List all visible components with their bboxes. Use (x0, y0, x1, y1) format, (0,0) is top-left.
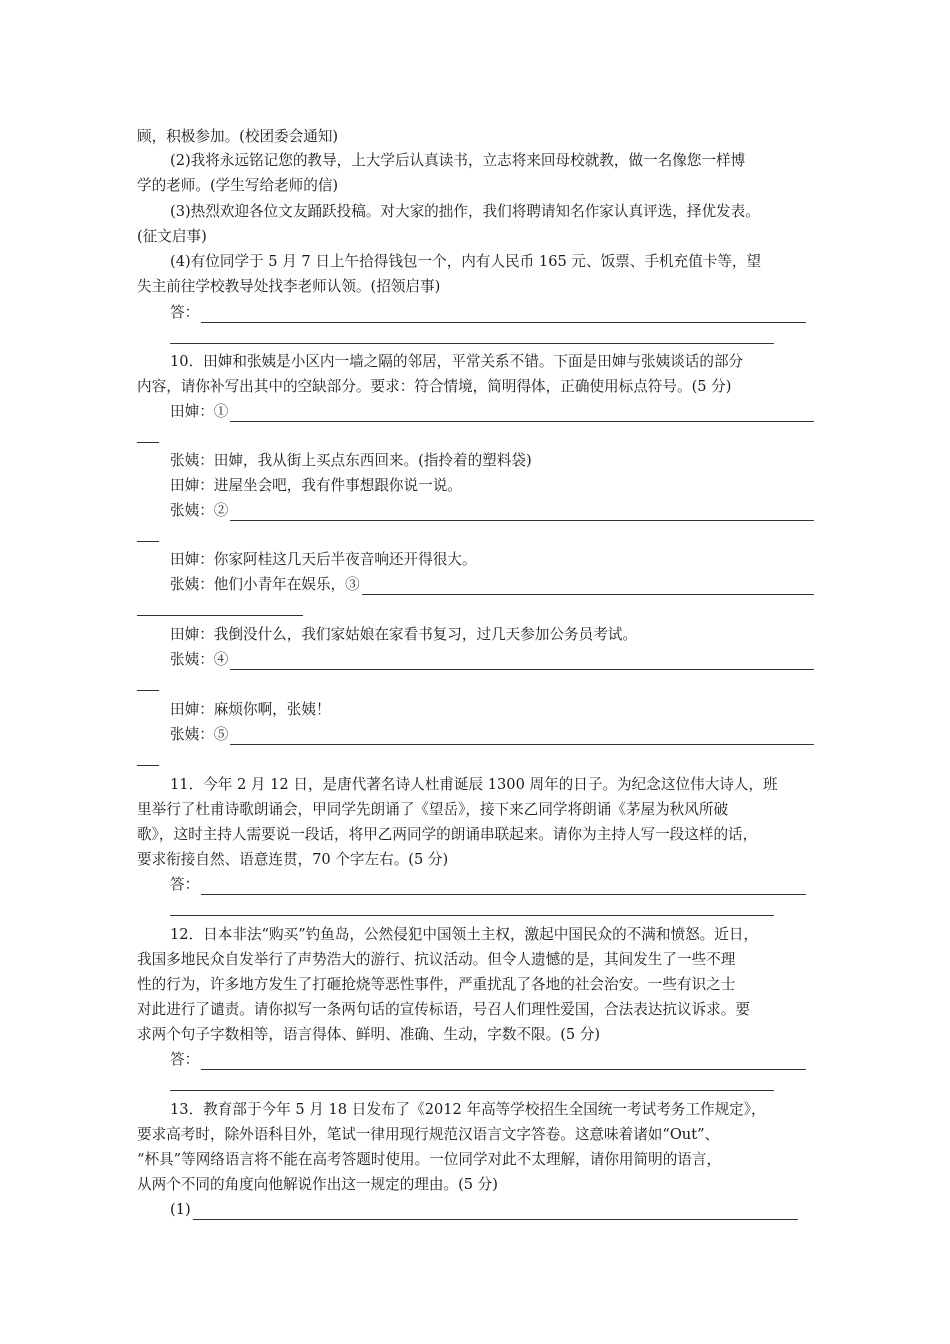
text-line: 顾，积极参加。(校团委会通知) (137, 128, 339, 145)
text-line: 失主前往学校教导处找李老师认领。(招领启事) (137, 278, 441, 295)
dialogue-blank-2[interactable] (170, 501, 814, 521)
dialogue-line: 田婶：① (170, 403, 229, 420)
answer-label: (1) (170, 1201, 191, 1218)
question-12-text: 我国多地民众自发举行了声势浩大的游行、抗议活动。但令人遗憾的是，其间发生了一些不理 (137, 951, 736, 968)
question-11-text: 里举行了杜甫诗歌朗诵会，甲同学先朗诵了《望岳》，接下来乙同学将朗诵《茅屋为秋风所破 (137, 801, 729, 818)
text-line: (2)我将永远铭记您的教导，上大学后认真读书，立志将来回母校就教，做一名像您一样博 (170, 152, 746, 169)
answer-blank[interactable] (362, 580, 814, 595)
answer-blank[interactable] (201, 880, 806, 895)
answer-blank[interactable] (230, 655, 814, 670)
dialogue-blank-3[interactable] (170, 575, 814, 595)
answer-blank[interactable] (170, 343, 774, 344)
answer-blank-continuation (137, 615, 303, 616)
question-10-text: 10．田婶和张姨是小区内一墙之隔的邻居，平常关系不错。下面是田婶与张姨谈话的部分 (170, 353, 744, 370)
dialogue-line: 张姨：他们小青年在娱乐，③ (170, 576, 360, 593)
dialogue-line: 田婶：麻烦你啊，张姨！ (170, 701, 331, 718)
answer-blank-continuation (137, 541, 159, 542)
answer-blank[interactable] (230, 506, 814, 521)
text-line: (3)热烈欢迎各位文友踊跃投稿。对大家的拙作，我们将聘请知名作家认真评选，择优发表。 (170, 203, 760, 220)
answer-blank[interactable] (170, 1090, 774, 1091)
text-line: (征文启事) (137, 228, 207, 245)
question-12-text: 求两个句子字数相等，语言得体、鲜明、准确、生动，字数不限。(5 分) (137, 1026, 601, 1043)
question-13-text: 要求高考时，除外语科目外，笔试一律用现行规范汉语言文字答卷。这意味着诸如“Out”、 (137, 1126, 720, 1143)
dialogue-line: 张姨：② (170, 502, 229, 519)
question-12-text: 12．日本非法“购买”钓鱼岛，公然侵犯中国领土主权，激起中国民众的不满和愤怒。近日， (170, 926, 759, 943)
question-11-text: 歌》，这时主持人需要说一段话，将甲乙两同学的朗诵串联起来。请你为主持人写一段这样的话， (137, 826, 758, 843)
answer-blank[interactable] (193, 1205, 798, 1220)
text-line: (4)有位同学于 5 月 7 日上午拾得钱包一个，内有人民币 165 元、饭票、手机充值卡等，望 (170, 253, 762, 270)
answer-line[interactable] (170, 1200, 798, 1220)
answer-label: 答： (170, 1051, 200, 1068)
answer-blank-continuation (137, 765, 159, 766)
dialogue-line: 田婶：你家阿桂这几天后半夜音响还开得很大。 (170, 551, 477, 568)
answer-blank[interactable] (230, 407, 814, 422)
answer-blank[interactable] (201, 1055, 806, 1070)
dialogue-line: 田婶：我倒没什么，我们家姑娘在家看书复习，过几天参加公务员考试。 (170, 626, 638, 643)
dialogue-blank-1[interactable] (170, 402, 814, 422)
answer-blank-continuation (137, 690, 159, 691)
dialogue-line: 田婶：进屋坐会吧，我有件事想跟你说一说。 (170, 477, 462, 494)
answer-blank[interactable] (230, 730, 814, 745)
dialogue-blank-4[interactable] (170, 650, 814, 670)
question-13-text: 从两个不同的角度向他解说作出这一规定的理由。(5 分) (137, 1176, 498, 1193)
answer-blank-continuation (137, 442, 159, 443)
dialogue-blank-5[interactable] (170, 725, 814, 745)
question-12-text: 性的行为，许多地方发生了打砸抢烧等恶性事件，严重扰乱了各地的社会治安。一些有识之士 (137, 976, 736, 993)
question-13-text: 13．教育部于今年 5 月 18 日发布了《2012 年高等学校招生全国统一考试考务工作规定》， (170, 1101, 766, 1118)
answer-label: 答： (170, 876, 200, 893)
answer-line[interactable] (170, 875, 806, 895)
answer-line[interactable] (170, 303, 806, 323)
question-13-text: “杯具”等网络语言将不能在高考答题时使用。一位同学对此不太理解，请你用简明的语言， (137, 1151, 722, 1168)
dialogue-line: 张姨：田婶，我从街上买点东西回来。(指拎着的塑料袋) (170, 452, 532, 469)
question-11-text: 11．今年 2 月 12 日，是唐代著名诗人杜甫诞辰 1300 周年的日子。为纪念这位伟大诗人，班 (170, 776, 778, 793)
answer-line[interactable] (170, 1050, 806, 1070)
question-11-text: 要求衔接自然、语意连贯，70 个字左右。(5 分) (137, 851, 449, 868)
answer-label: 答： (170, 304, 200, 321)
question-10-text: 内容，请你补写出其中的空缺部分。要求：符合情境，简明得体，正确使用标点符号。(5 分) (137, 378, 732, 395)
dialogue-line: 张姨：⑤ (170, 726, 229, 743)
question-12-text: 对此进行了谴责。请你拟写一条两句话的宣传标语，号召人们理性爱国，合法表达抗议诉求。要 (137, 1001, 750, 1018)
answer-blank[interactable] (201, 308, 806, 323)
answer-blank[interactable] (170, 915, 774, 916)
dialogue-line: 张姨：④ (170, 651, 229, 668)
text-line: 学的老师。(学生写给老师的信) (137, 177, 339, 194)
